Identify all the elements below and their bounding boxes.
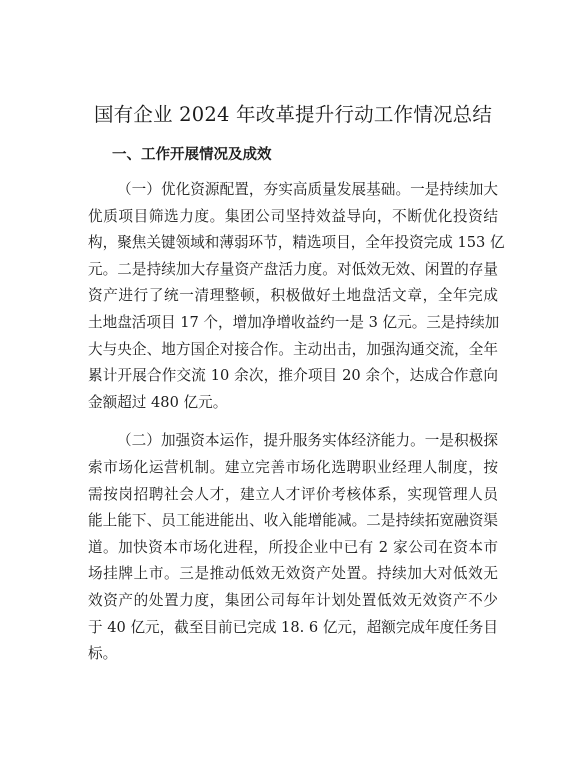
- section-heading: 一、工作开展情况及成效: [112, 146, 272, 163]
- paragraph-line: 优质项目筛选力度。集团公司坚持效益导向，不断优化投资结: [88, 207, 498, 225]
- paragraph-line: 累计开展合作交流 10 余次，推介项目 20 余个，达成合作意向: [88, 367, 498, 385]
- paragraph-line: 构，聚焦关键领域和薄弱环节，精选项目，全年投资完成 153 亿: [88, 234, 505, 252]
- paragraph-resource-allocation: [88, 177, 505, 416]
- paragraph-line: 大与央企、地方国企对接合作。主动出击，加强沟通交流，全年: [88, 340, 498, 358]
- paragraph-line: （二）加强资本运作，提升服务实体经济能力。一是积极探: [117, 432, 498, 450]
- paragraph-line: 标。: [88, 645, 118, 663]
- paragraph-line: 资产进行了统一清理整顿，积极做好土地盘活文章，全年完成: [88, 287, 498, 305]
- paragraph-capital-operation: [88, 428, 498, 667]
- paragraph-line: 金额超过 480 亿元。: [88, 393, 228, 411]
- paragraph-line: 效资产的处置力度，集团公司每年计划处置低效无效资产不少: [88, 591, 498, 609]
- paragraph-line: 能上能下、员工能进能出、收入能增能减。二是持续拓宽融资渠: [88, 512, 498, 530]
- paragraph-line: （一）优化资源配置，夯实高质量发展基础。一是持续加大: [117, 181, 498, 198]
- paragraph-line: 需按岗招聘社会人才，建立人才评价考核体系，实现管理人员: [88, 485, 498, 503]
- paragraph-line: 道。加快资本市场化进程，所投企业中已有 2 家公司在资本市: [88, 538, 498, 556]
- paragraph-line: 场挂牌上市。三是推动低效无效资产处置。持续加大对低效无: [88, 565, 498, 583]
- paragraph-line: 索市场化运营机制。建立完善市场化选聘职业经理人制度，按: [88, 458, 498, 476]
- paragraph-line: 土地盘活项目 17 个，增加净增收益约一是 3 亿元。三是持续加: [88, 313, 500, 331]
- paragraph-line: 于 40 亿元，截至目前已完成 18. 6 亿元，超额完成年度任务目: [88, 618, 498, 636]
- document-title: 国有企业 2024 年改革提升行动工作情况总结: [93, 103, 493, 126]
- paragraph-line: 元。二是持续加大存量资产盘活力度。对低效无效、闲置的存量: [88, 260, 498, 278]
